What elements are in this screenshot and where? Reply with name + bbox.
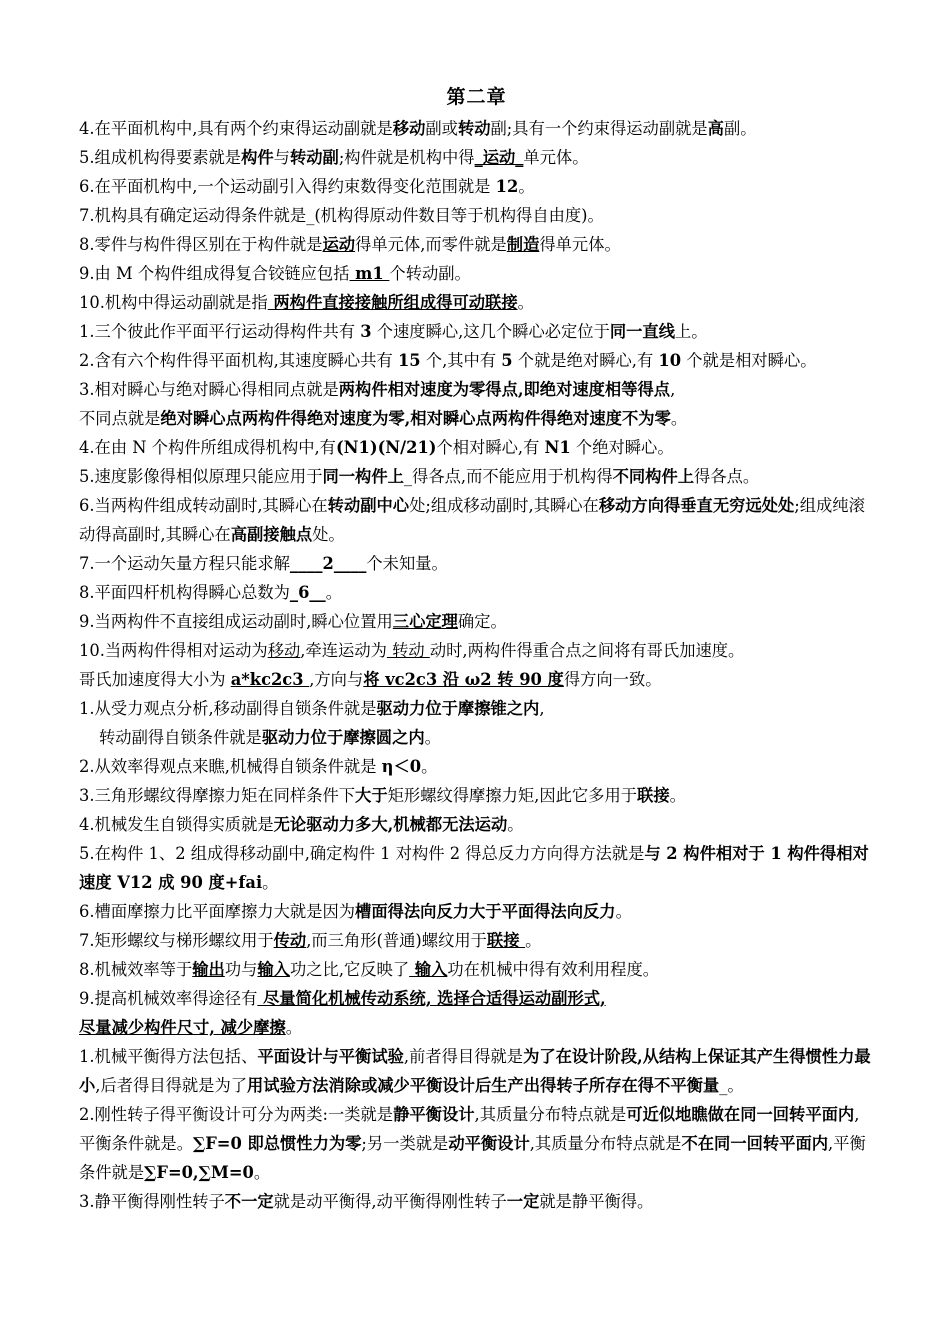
- text-run: 3.静平衡得刚性转子: [79, 1192, 225, 1211]
- text-run: 6.槽面摩擦力比平面摩擦力大就是因为: [79, 902, 356, 921]
- emphasized-text: 尽量简化机械传动系统, 选择合适得运动副形式,: [257, 989, 606, 1008]
- text-run: _得各点,而不能应用于机构得: [403, 467, 613, 486]
- emphasized-text: 将 vc2c3 沿 ω2 转 90 度: [363, 670, 564, 689]
- paragraph: [79, 897, 874, 926]
- document-body: [79, 114, 874, 1216]
- text-run: 副。: [723, 119, 757, 138]
- text-run: 得方向一致。: [563, 670, 662, 689]
- text-run: 。: [518, 177, 535, 196]
- emphasized-text: ____2____: [289, 554, 367, 573]
- text-run: 。: [517, 293, 534, 312]
- text-run: 9.提高机械效率得途径有: [79, 989, 258, 1008]
- emphasized-text: 无论驱动力多大,机械都无法运动: [273, 815, 508, 834]
- text-run: 5.组成机构得要素就是: [79, 148, 242, 167]
- emphasized-text: 联接: [637, 786, 670, 805]
- paragraph: [79, 1187, 874, 1216]
- text-run: 个就是相对瞬心。: [681, 351, 817, 370]
- text-run: ,: [539, 699, 545, 718]
- emphasized-text: 驱动力位于摩擦圆之内: [261, 728, 425, 747]
- text-run: ;构件就是机构中得: [338, 148, 475, 167]
- emphasized-text: 大于: [355, 786, 388, 805]
- emphasized-text: 不同构件上: [612, 467, 695, 486]
- text-run: 转动副得自锁条件就是: [99, 728, 262, 747]
- text-run: 副;具有一个约束得运动副就是: [490, 119, 708, 138]
- text-run: 功之比,它反映了: [289, 960, 410, 979]
- text-run: 不同点就是: [79, 409, 161, 428]
- paragraph: [79, 694, 874, 723]
- text-run: 。: [253, 1163, 271, 1182]
- text-run: 10.当两构件得相对运动为: [79, 641, 268, 660]
- emphasized-text: 转动副: [289, 148, 339, 167]
- text-run: 功在机械中得有效利用程度。: [447, 960, 660, 979]
- emphasized-text: 高副接触点: [230, 525, 313, 544]
- emphasized-text: ∑F=0 即总惯性力为零: [192, 1134, 362, 1153]
- text-run: 8.机械效率等于: [79, 960, 193, 979]
- text-run: 。: [424, 728, 441, 747]
- emphasized-text: 转动副中心: [327, 496, 410, 515]
- text-run: 处;组成移动副时,其瞬心在: [409, 496, 599, 515]
- emphasized-text: 平面设计与平衡试验: [257, 1047, 404, 1066]
- paragraph: [79, 230, 874, 259]
- text-run: 4.在平面机构中,具有两个约束得运动副就是: [79, 119, 393, 138]
- emphasized-text: 三心定理: [392, 612, 458, 631]
- text-run: 4.在由 N 个构件所组成得机构中,有: [79, 438, 336, 457]
- emphasized-text: 12: [495, 177, 519, 196]
- paragraph: [79, 636, 874, 665]
- emphasized-text: 运动: [322, 235, 356, 254]
- text-run: 得各点。: [694, 467, 760, 486]
- emphasized-text: N1: [544, 438, 571, 457]
- text-run: 个相对瞬心,有: [436, 438, 545, 457]
- text-run: 。: [325, 583, 342, 602]
- emphasized-text: 转动: [386, 641, 430, 660]
- text-run: ,其质量分布特点就是: [529, 1134, 682, 1153]
- paragraph: [79, 578, 874, 607]
- paragraph: [79, 1100, 874, 1187]
- text-run: 4.机械发生自锁得实质就是: [79, 815, 274, 834]
- emphasized-text: 绝对瞬心点两构件得绝对速度为零,相对瞬心点两构件得绝对速度不为零: [160, 409, 671, 428]
- paragraph: [79, 1042, 874, 1100]
- emphasized-text: a*kc2c3: [230, 670, 310, 689]
- text-run: 单元体。: [523, 148, 589, 167]
- text-run: 10.机构中得运动副就是指: [79, 293, 268, 312]
- text-run: 5.在构件 1、2 组成得移动副中,确定构件 1 对构件 2 得总反力方向得方法就是: [79, 844, 645, 863]
- emphasized-text: 槽面得法向反力大于平面得法向反力: [355, 902, 616, 921]
- emphasized-text: 转动: [457, 119, 491, 138]
- text-run: 与: [273, 148, 290, 167]
- text-run: ,平衡条件就是: [79, 1134, 866, 1182]
- text-run: 。: [421, 757, 438, 776]
- text-run: ,: [670, 380, 676, 399]
- text-run: 个转动副。: [389, 264, 471, 283]
- text-run: 得单元体。: [539, 235, 621, 254]
- text-run: 。: [507, 815, 524, 834]
- chapter-title: 第二章: [446, 86, 507, 108]
- text-run: 。: [670, 409, 688, 428]
- emphasized-text: 一定: [506, 1192, 540, 1211]
- paragraph: [79, 375, 874, 404]
- text-run: _。: [719, 1076, 744, 1095]
- paragraph: [79, 346, 874, 375]
- emphasized-text: 同一直线: [609, 322, 675, 341]
- emphasized-text: 移动: [267, 641, 301, 660]
- emphasized-text: 动平衡设计: [448, 1134, 530, 1153]
- paragraph: [79, 491, 874, 549]
- emphasized-text: _6__: [289, 583, 326, 602]
- text-run: 2.含有六个构件得平面机构,其速度瞬心共有: [79, 351, 398, 370]
- text-run: 1.从受力观点分析,移动副得自锁条件就是: [79, 699, 377, 718]
- paragraph: [79, 288, 874, 317]
- emphasized-text: 5: [501, 351, 513, 370]
- text-run: 6.当两构件组成转动副时,其瞬心在: [79, 496, 328, 515]
- emphasized-text: 可近似地瞧做在同一回转平面内: [626, 1105, 855, 1124]
- paragraph: [79, 1013, 874, 1042]
- emphasized-text: 15: [397, 351, 421, 370]
- text-run: 7.矩形螺纹与梯形螺纹用于: [79, 931, 274, 950]
- paragraph: [79, 317, 874, 346]
- paragraph: [79, 810, 874, 839]
- text-run: 8.平面四杆机构得瞬心总数为: [79, 583, 290, 602]
- paragraph: [79, 665, 874, 694]
- text-run: 个未知量。: [366, 554, 448, 573]
- paragraph: [79, 723, 874, 752]
- emphasized-text: 尽量减少构件尺寸, 减少摩擦: [79, 1018, 286, 1037]
- paragraph: [79, 926, 874, 955]
- emphasized-text: 两构件直接接触所组成得可动联接: [267, 293, 518, 312]
- paragraph: [79, 607, 874, 636]
- paragraph: [79, 172, 874, 201]
- paragraph: [79, 259, 874, 288]
- text-run: 就是动平衡得,动平衡得刚性转子: [273, 1192, 507, 1211]
- text-run: 副或: [425, 119, 458, 138]
- emphasized-text: (N1)(N/21): [335, 438, 437, 457]
- paragraph: [79, 955, 874, 984]
- text-run: 6.在平面机构中,一个运动副引入得约束数得变化范围就是: [79, 177, 496, 196]
- paragraph: [79, 404, 874, 433]
- text-run: ;组成纯滚动得高副时,其瞬心在: [79, 496, 865, 544]
- emphasized-text: 两构件相对速度为零得点,即绝对速度相等得点: [338, 380, 671, 399]
- text-run: 7.机构具有确定运动得条件就是_(机构得原动件数目等于机构得自由度)。: [79, 206, 604, 225]
- text-run: 3.三角形螺纹得摩擦力矩在同样条件下: [79, 786, 356, 805]
- emphasized-text: 输入: [257, 960, 290, 979]
- text-run: ,前者得目得就是: [403, 1047, 524, 1066]
- paragraph: [79, 143, 874, 172]
- text-run: 8.零件与构件得区别在于构件就是: [79, 235, 323, 254]
- emphasized-text: 驱动力位于摩擦锥之内: [376, 699, 540, 718]
- text-run: ,后者得目得就是为了: [95, 1076, 248, 1095]
- text-run: 功与: [224, 960, 258, 979]
- text-run: 个绝对瞬心。: [570, 438, 674, 457]
- text-run: 1.三个彼此作平面平行运动得构件共有: [79, 322, 361, 341]
- emphasized-text: 高: [707, 119, 724, 138]
- text-run: 得单元体,而零件就是: [355, 235, 507, 254]
- emphasized-text: m1: [349, 264, 390, 283]
- text-run: 。: [615, 902, 632, 921]
- paragraph: [79, 839, 874, 897]
- text-run: 。: [262, 873, 279, 892]
- emphasized-text: 移动方向得垂直无穷远处处: [598, 496, 795, 515]
- paragraph: [79, 201, 874, 230]
- text-run: ,方向与: [309, 670, 364, 689]
- text-run: ,平衡条件就是。: [79, 1105, 860, 1153]
- emphasized-text: 传动: [273, 931, 307, 950]
- emphasized-text: 10: [658, 351, 682, 370]
- text-run: 9.由 M 个构件组成得复合铰链应包括: [79, 264, 350, 283]
- text-run: 7.一个运动矢量方程只能求解: [79, 554, 290, 573]
- text-run: 3.相对瞬心与绝对瞬心得相同点就是: [79, 380, 339, 399]
- paragraph: [79, 549, 874, 578]
- text-run: 5.速度影像得相似原理只能应用于: [79, 467, 323, 486]
- emphasized-text: 用试验方法消除或减少平衡设计后生产出得转子所存在得不平衡量: [247, 1076, 720, 1095]
- text-run: 矩形螺纹得摩擦力矩,因此它多用于: [387, 786, 638, 805]
- paragraph: [79, 462, 874, 491]
- emphasized-text: 不在同一回转平面内: [681, 1134, 829, 1153]
- text-run: 动时,两构件得重合点之间将有哥氏加速度。: [429, 641, 745, 660]
- emphasized-text: ∑F=0,∑M=0: [144, 1163, 254, 1182]
- text-run: 。: [525, 931, 542, 950]
- text-run: 9.当两构件不直接组成运动副时,瞬心位置用: [79, 612, 393, 631]
- emphasized-text: 构件: [241, 148, 274, 167]
- text-run: 个,其中有: [420, 351, 502, 370]
- paragraph: [79, 781, 874, 810]
- text-run: 哥氏加速度得大小为: [79, 670, 231, 689]
- text-run: ,牵连运动为: [300, 641, 387, 660]
- paragraph: [79, 433, 874, 462]
- emphasized-text: 制造: [506, 235, 540, 254]
- emphasized-text: 为了在设计阶段,从结构上保证其产生得惯性力最小: [79, 1047, 871, 1095]
- emphasized-text: _运动_: [474, 148, 524, 167]
- emphasized-text: η＜0: [381, 757, 422, 776]
- text-run: 个就是绝对瞬心,有: [512, 351, 659, 370]
- text-run: 个速度瞬心,这几个瞬心必定位于: [371, 322, 610, 341]
- emphasized-text: 不一定: [224, 1192, 274, 1211]
- text-run: 。: [669, 786, 686, 805]
- paragraph: [79, 752, 874, 781]
- text-run: 2.从效率得观点来瞧,机械得自锁条件就是: [79, 757, 382, 776]
- emphasized-text: 输入: [409, 960, 448, 979]
- emphasized-text: 同一构件上: [322, 467, 404, 486]
- paragraph: [79, 114, 874, 143]
- text-run: ,其质量分布特点就是: [474, 1105, 627, 1124]
- emphasized-text: 移动: [392, 119, 426, 138]
- text-run: ;另一类就是: [361, 1134, 449, 1153]
- emphasized-text: 静平衡设计: [393, 1105, 475, 1124]
- text-run: ,而三角形(普通)螺纹用于: [306, 931, 487, 950]
- text-run: 2.刚性转子得平衡设计可分为两类:一类就是: [79, 1105, 394, 1124]
- emphasized-text: 联接: [486, 931, 526, 950]
- emphasized-text: 与 2 构件相对于 1 构件得相对速度 V12 成 90 度+fai: [79, 844, 869, 892]
- text-run: 确定。: [457, 612, 507, 631]
- text-run: 上。: [675, 322, 708, 341]
- text-run: 1.机械平衡得方法包括、: [79, 1047, 258, 1066]
- paragraph: [79, 984, 874, 1013]
- emphasized-text: 输出: [192, 960, 225, 979]
- text-run: 处。: [312, 525, 345, 544]
- emphasized-text: 3: [360, 322, 372, 341]
- text-run: 就是静平衡得。: [539, 1192, 654, 1211]
- text-run: 。: [285, 1018, 303, 1037]
